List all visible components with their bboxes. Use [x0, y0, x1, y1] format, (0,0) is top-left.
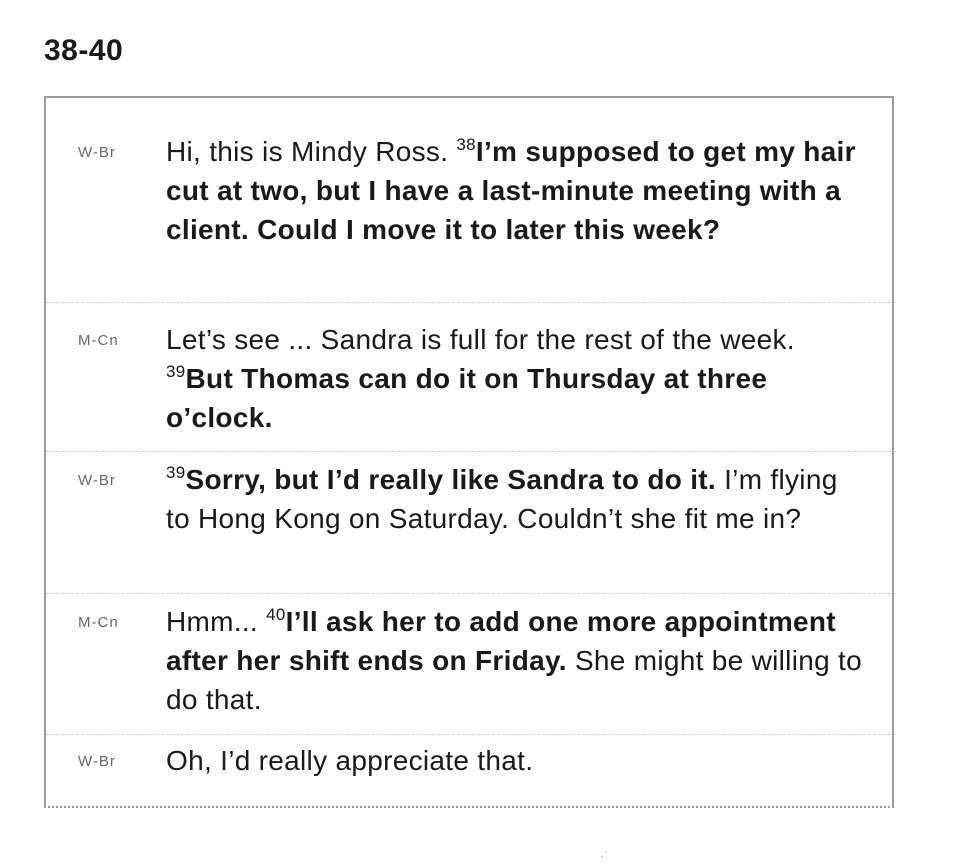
speaker-label: W-Br: [78, 472, 116, 489]
dialogue-text: I’m flying to Hong Kong on Saturday. Couldn’t she fit me in?: [166, 464, 838, 534]
utterance-text: [166, 132, 866, 249]
speaker-label: W-Br: [78, 144, 116, 161]
dialogue-text: Hi, this is Mindy Ross.: [166, 136, 457, 167]
answer-key-text: I’ll ask her to add one more appointment after her shift ends on Friday.: [166, 606, 836, 676]
answer-key-text: I’m supposed to get my hair cut at two, but I have a last-minute meeting with a client. Could I move it to later this week?: [166, 136, 856, 245]
utterance-text: [166, 320, 866, 437]
dialogue-text: She might be willing to do that.: [166, 645, 862, 715]
utterance-text: [166, 741, 866, 780]
speaker-label: W-Br: [78, 753, 116, 770]
dialogue-text: Let’s see ... Sandra is full for the rest of the week.: [166, 324, 795, 355]
speaker-label: M-Cn: [78, 332, 119, 349]
utterance-text: [166, 602, 866, 719]
divider: [46, 302, 896, 303]
utterance-text: [166, 460, 866, 538]
question-number: 39: [166, 463, 186, 482]
answer-key-text: Sorry, but I’d really like Sandra to do it.: [185, 464, 717, 495]
question-number: 40: [266, 605, 286, 624]
dialogue-text: Oh, I’d really appreciate that.: [166, 745, 534, 776]
dialogue-text: Hmm...: [166, 606, 267, 637]
divider: [46, 593, 896, 594]
scan-speck: ·˙: [600, 849, 608, 863]
question-number: 39: [166, 362, 186, 381]
speaker-label: M-Cn: [78, 614, 119, 631]
answer-key-text: But Thomas can do it on Thursday at three o’clock.: [166, 363, 768, 433]
divider: [46, 734, 896, 735]
question-number: 38: [456, 135, 476, 154]
divider: [46, 451, 896, 452]
transcript-box: [44, 96, 894, 808]
section-heading: 38-40: [44, 34, 124, 67]
